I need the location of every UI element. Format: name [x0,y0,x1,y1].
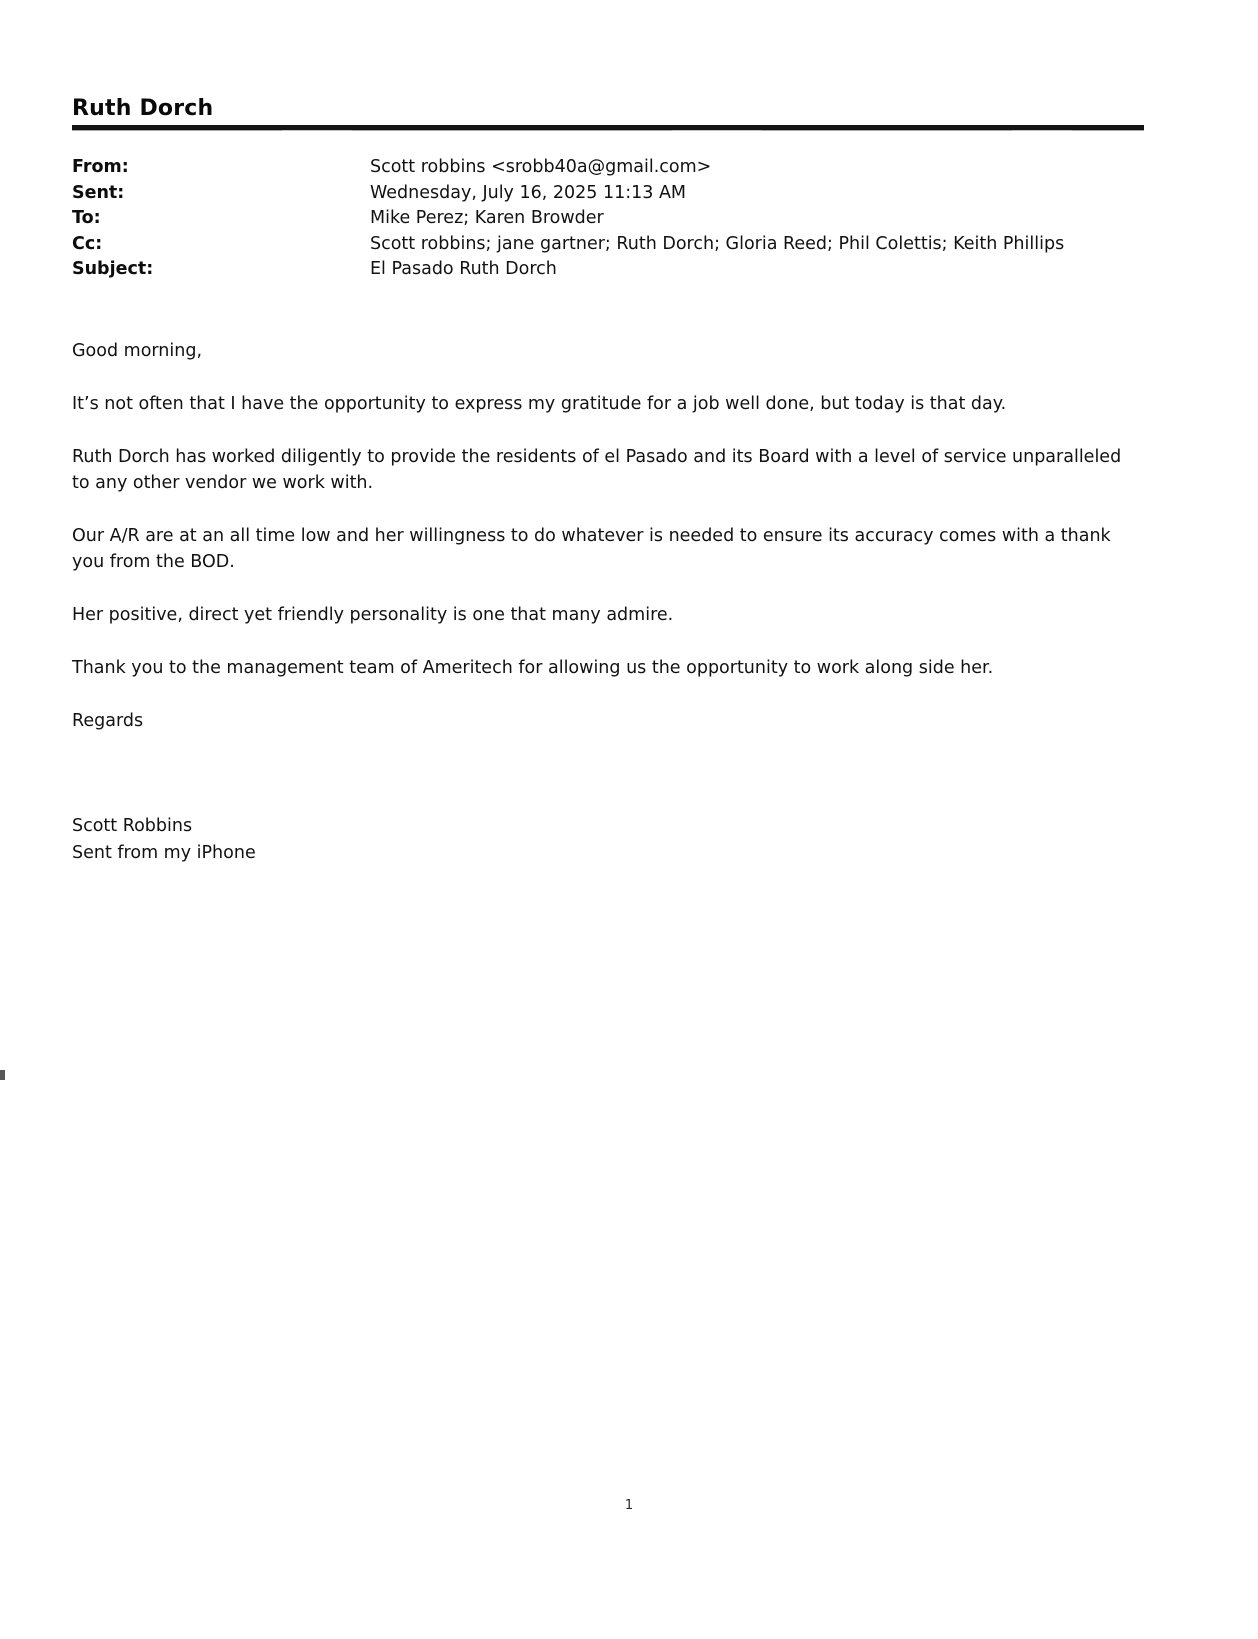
page-title: Ruth Dorch [72,96,214,121]
body-paragraph-3: Our A/R are at an all time low and her willingness to do whatever is needed to ensure its accuracy comes with a thank you from the BOD. [72,526,1111,572]
field-value-sent: Wednesday, July 16, 2025 11:13 AM [370,182,687,203]
field-row-cc [72,232,1144,258]
email-body [72,338,1130,867]
field-value-cc: Scott robbins; jane gartner; Ruth Dorch; Gloria Reed; Phil Colettis; Keith Phillips [370,233,1065,254]
field-label-to: To: [72,208,101,229]
field-label-subject: Subject: [72,259,154,280]
field-row-to [72,206,1144,232]
body-paragraph-5: Thank you to the management team of Ameritech for allowing us the opportunity to work along side her. [72,658,994,678]
field-label-sent: Sent: [72,182,125,203]
document-header [72,96,1144,130]
body-paragraph-1: It’s not often that I have the opportunity to express my gratitude for a job well done, but today is that day. [72,394,1007,414]
body-paragraph-2: Ruth Dorch has worked diligently to provide the residents of el Pasado and its Board with a level of service unparalleled to any other vendor we work with. [72,447,1122,493]
field-label-cc: Cc: [72,233,103,254]
field-value-from: Scott robbins <srobb40a@gmail.com> [370,157,712,177]
field-row-subject [72,257,1144,283]
scan-edge-artifact [0,1070,5,1080]
signature-spacer [72,761,1130,813]
field-label-from: From: [72,157,129,177]
field-value-to: Mike Perez; Karen Browder [370,208,604,229]
field-row-from [72,155,1144,181]
body-paragraph-4: Her positive, direct yet friendly personality is one that many admire. [72,605,674,625]
signature-name: Scott Robbins [72,816,193,836]
body-closing: Regards [72,711,144,731]
email-header-fields [72,155,1144,283]
page-number: 1 [624,1498,634,1513]
field-value-subject: El Pasado Ruth Dorch [370,259,557,280]
field-row-sent [72,181,1144,207]
body-greeting: Good morning, [72,341,203,361]
header-divider [72,125,1144,130]
signature-note: Sent from my iPhone [72,843,256,863]
